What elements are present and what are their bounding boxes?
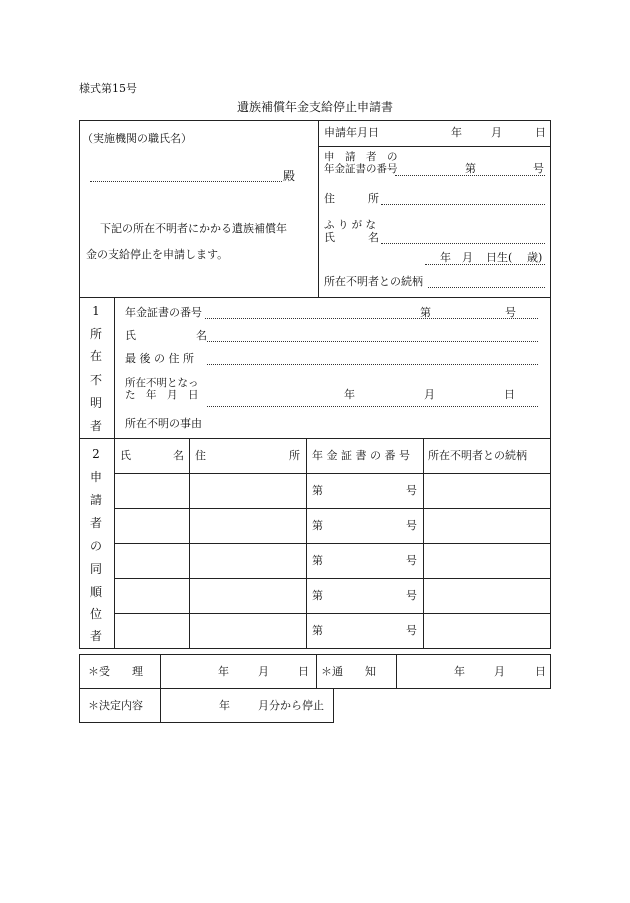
section2-label-char: 者 [89,629,102,643]
request-text-line2: 金の支給停止を申請します。 [86,248,229,261]
col-header-name-a: 氏 [120,449,131,462]
section2-label-char: の [89,539,102,553]
date-month: 月 [491,126,502,139]
form-number: 様式第15号 [79,82,137,95]
row-cert-dai: 第 [312,484,323,497]
form-title: 遺族補償年金支給停止申請書 [237,100,394,114]
name-line[interactable] [381,243,545,244]
name-label-a: 氏 [324,231,335,244]
addressee-label: （実施機関の職氏名） [82,132,192,145]
birth-day: 日生( [486,251,513,264]
col-header-relation: 所在不明者との続柄 [428,449,527,462]
receipt-year: 年 [218,665,229,678]
receipt-label: ＊受 理 [88,665,143,678]
notice-month: 月 [494,665,505,678]
birth-line[interactable] [425,264,545,265]
missing-date-line[interactable] [207,406,538,407]
section1-label-char: 在 [89,349,102,363]
birth-year: 年 [440,251,451,264]
col-header-name-b: 名 [173,449,184,462]
missing-date-month: 月 [424,388,435,401]
divider [160,688,161,723]
section1-number: 1 [92,304,100,318]
applicant-label-line2: 年金証書の番号 [324,163,398,175]
divider [318,146,551,147]
receipt-day: 日 [298,665,309,678]
notice-label: ＊通 知 [321,665,376,678]
divider [396,654,397,689]
section2-label-char: 位 [89,607,102,621]
address-label-b: 所 [368,192,379,205]
row-cert-go: 号 [406,624,417,637]
row-cert-go: 号 [406,519,417,532]
divider [79,297,551,298]
cert-go: 号 [533,162,544,175]
address-line[interactable] [381,204,545,205]
missing-date-label-line1: 所在不明となっ [125,377,199,389]
missing-cert-line[interactable] [205,318,538,319]
col-header-address-b: 所 [289,449,300,462]
relation-line[interactable] [428,287,545,288]
section1-label-char: 者 [89,419,102,433]
decision-label: ＊決定内容 [88,699,143,712]
missing-date-label-line2: た 年 月 日 [125,389,199,401]
birth-age: 歳) [527,251,543,264]
section1-label-char: 明 [89,396,102,410]
missing-reason-label: 所在不明の事由 [125,417,202,430]
receipt-month: 月 [258,665,269,678]
section2-label-char: 順 [89,585,102,599]
relation-label: 所在不明者との続柄 [324,275,423,288]
section1-label-char: 不 [89,373,102,387]
divider [160,654,161,689]
decision-year: 年 [219,699,230,712]
decision-text: 月分から停止 [258,699,324,712]
furigana-label: ふ り が な [324,219,377,231]
missing-cert-dai: 第 [420,306,431,319]
missing-name-label-a: 氏 [125,329,136,342]
section2-label-char: 請 [89,493,102,507]
date-year: 年 [451,126,462,139]
applicant-label-line1: 申 請 者 の [324,151,398,163]
missing-address-line[interactable] [207,364,538,365]
request-text-line1: 下記の所在不明者にかかる遺族補償年 [100,222,287,235]
section2-number: 2 [92,447,100,461]
section1-label-char: 所 [89,327,102,341]
divider [114,578,551,579]
divider [318,120,319,297]
row-cert-go: 号 [406,484,417,497]
missing-name-label-b: 名 [196,329,207,342]
section2-label-char: 申 [89,470,102,484]
row-cert-dai: 第 [312,624,323,637]
name-label-b: 名 [368,231,379,244]
date-label: 申請年月日 [324,126,379,139]
missing-date-day: 日 [504,388,515,401]
divider [316,654,317,689]
row-cert-go: 号 [406,554,417,567]
missing-cert-go: 号 [505,306,516,319]
office-use-table [79,654,551,689]
divider [114,613,551,614]
honorific: 殿 [283,169,296,183]
row-cert-go: 号 [406,589,417,602]
col-header-cert: 年 金 証 書 の 番 号 [312,449,410,462]
notice-year: 年 [454,665,465,678]
address-label-a: 住 [324,192,335,205]
section2-label-char: 同 [89,562,102,576]
cert-number-line[interactable] [395,175,545,176]
missing-cert-label: 年金証書の番号 [125,306,202,319]
divider [114,508,551,509]
missing-last-address-label: 最 後 の 住 所 [125,352,194,365]
missing-date-year: 年 [344,388,355,401]
notice-day: 日 [535,665,546,678]
row-cert-dai: 第 [312,589,323,602]
col-header-address-a: 住 [195,449,206,462]
divider [114,473,551,474]
row-cert-dai: 第 [312,554,323,567]
section2-label-char: 者 [89,516,102,530]
row-cert-dai: 第 [312,519,323,532]
divider [114,543,551,544]
date-day: 日 [535,126,546,139]
addressee-line[interactable] [90,181,282,182]
missing-name-line[interactable] [207,341,538,342]
birth-month: 月 [462,251,473,264]
divider [79,438,551,439]
cert-dai: 第 [465,162,476,175]
